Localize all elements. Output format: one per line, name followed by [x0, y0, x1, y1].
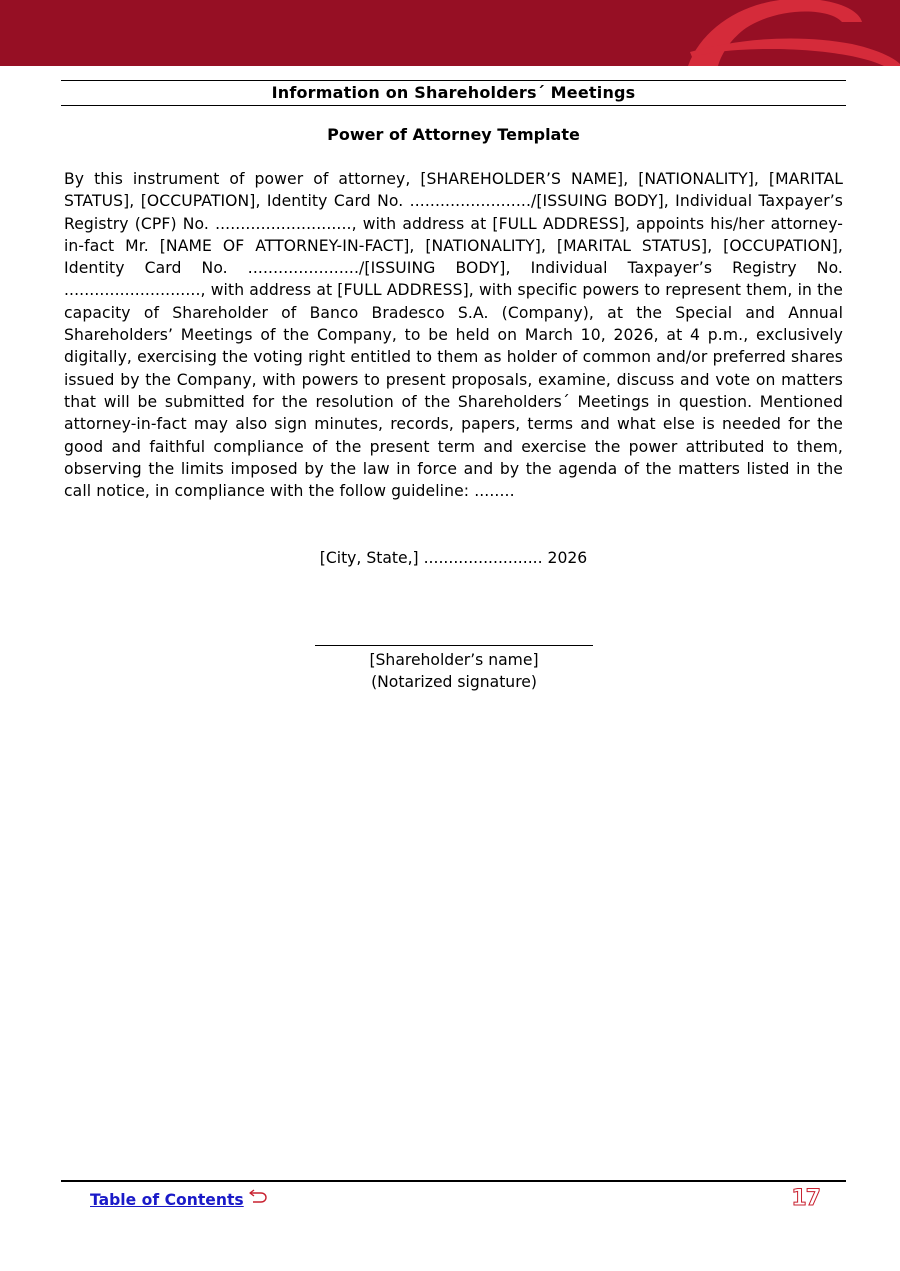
table-of-contents-label: Table of Contents	[90, 1191, 244, 1209]
document-title: Power of Attorney Template	[327, 125, 580, 144]
page-number: 17	[791, 1186, 820, 1211]
return-arrow-icon	[248, 1187, 268, 1203]
header-rule-top	[61, 80, 846, 81]
signature-note: (Notarized signature)	[371, 673, 537, 691]
signature-line	[315, 645, 593, 646]
header-rule-bottom	[61, 105, 846, 106]
bradesco-logo-icon	[0, 0, 900, 66]
header-band	[0, 0, 900, 66]
signature-name: [Shareholder’s name]	[369, 651, 539, 669]
place-date-line: [City, State,] ........................ 2026	[319, 549, 588, 567]
section-title: Information on Shareholders´ Meetings	[271, 83, 636, 102]
table-of-contents-link[interactable]	[90, 1189, 268, 1211]
power-of-attorney-body: By this instrument of power of attorney, [SHAREHOLDER’S NAME], [NATIONALITY], [MARITAL STATUS], [OCCUPATION], Identity Card No. ......................../[ISSUING BODY], Individual Taxpayer’s Registry (CPF) No. ..........................., with address at [FULL ADDRESS], appoints his/her attorney-in-fact Mr. [NAME OF ATTORNEY-IN-FACT], [NATIONALITY], [MARITAL STATUS], [OCCUPATION], Identity Card No. ....................../[ISSUING BODY], Individual Taxpayer’s Registry No. ..........................., with address at [FULL ADDRESS], with specific powers to represent them, in the capacity of Shareholder of Banco Bradesco S.A. (Company), at the Special and Annual Shareholders’ Meetings of the Company, to be held on March 10, 2026, at 4 p.m., exclusively digitally, exercising the voting right entitled to them as holder of common and/or preferred shares issued by the Company, with powers to present proposals, examine, discuss and vote on matters that will be submitted for the resolution of the Shareholders´ Meetings in question. Mentioned attorney-in-fact may also sign minutes, records, papers, terms and what else is needed for the good and faithful compliance of the present term and exercise the power attributed to them, observing the limits imposed by the law in force and by the agenda of the matters listed in the call notice, in compliance with the follow guideline: ........	[64, 170, 843, 501]
footer-rule	[61, 1180, 846, 1182]
